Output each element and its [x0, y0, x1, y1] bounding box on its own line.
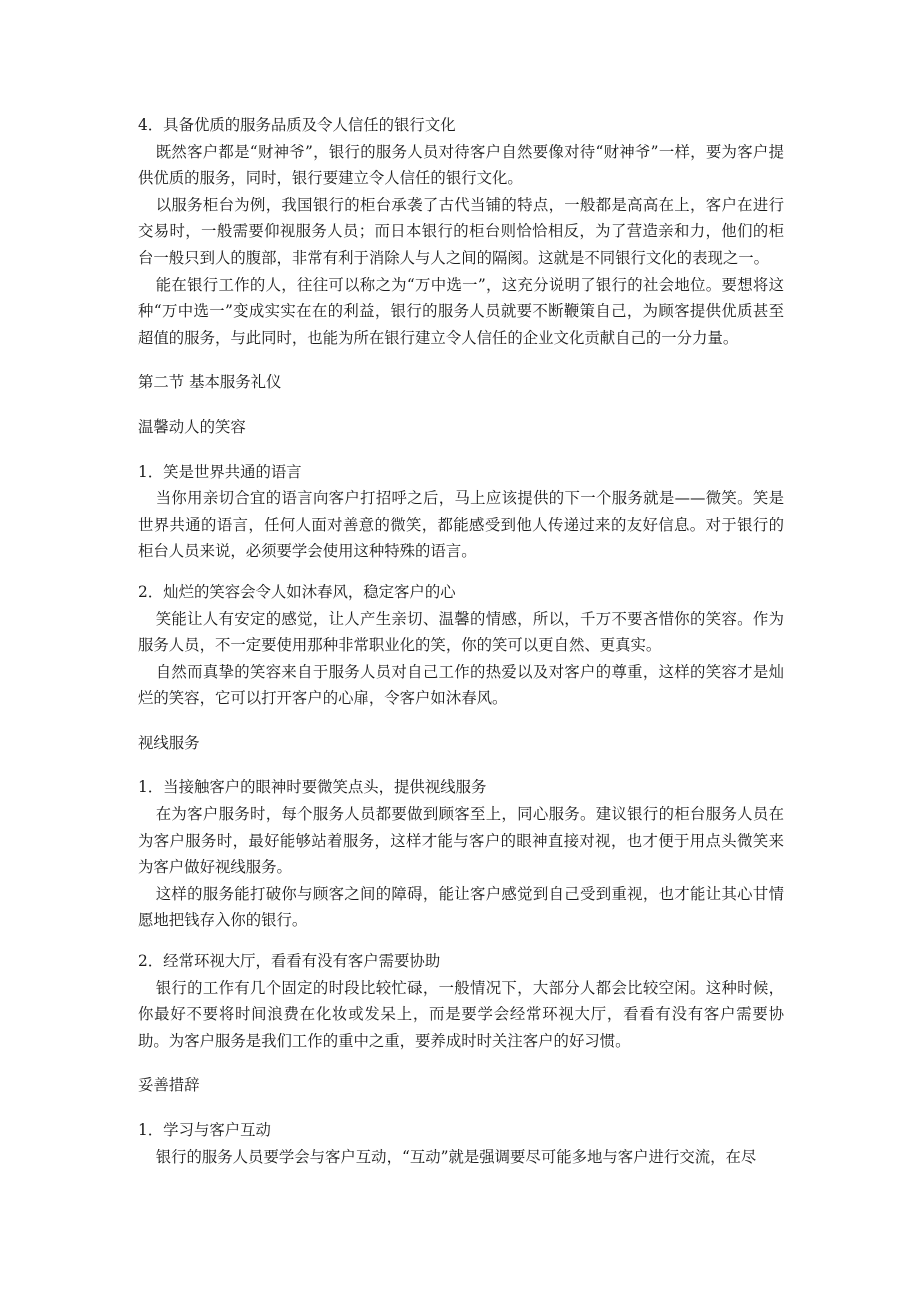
spacer [138, 1054, 784, 1072]
spacer [138, 934, 784, 948]
paragraph: 以服务柜台为例，我国银行的柜台承袭了古代当铺的特点，一般都是高高在上，客户在进行交易时，一般需要仰视服务人员；而日本银行的柜台则恰恰相反，为了营造亲和力，他们的柜台一般只到人的腹部，非常有利于消除人与人之间的隔阂。这就是不同银行文化的表现之一。 [138, 195, 784, 267]
paragraph: 在为客户服务时，每个服务人员都要做到顾客至上，同心服务。建议银行的柜台服务人员在为客户服务时，最好能够站着服务，这样才能与客户的眼神直接对视，也才便于用点头微笑来为客户做好视线服务。 [138, 805, 784, 877]
paragraph: 这样的服务能打破你与顾客之间的障碍，能让客户感觉到自己受到重视，也才能让其心甘情愿地把钱存入你的银行。 [138, 884, 784, 930]
paragraph: 既然客户都是“财神爷”，银行的服务人员对待客户自然要像对待“财神爷”一样，要为客户提供优质的服务，同时，银行要建立令人信任的银行文化。 [138, 142, 784, 188]
item-title: 1．学习与客户互动 [138, 1121, 271, 1139]
section-title-bank-culture: 4．具备优质的服务品质及令人信任的银行文化 [138, 116, 456, 134]
document-page [138, 112, 784, 1170]
subsection-heading-smile: 温馨动人的笑容 [138, 417, 246, 436]
spacer [138, 712, 784, 730]
spacer [138, 351, 784, 369]
spacer [138, 396, 784, 414]
subsection-heading-gaze: 视线服务 [138, 733, 200, 752]
spacer [138, 565, 784, 579]
spacer [138, 756, 784, 774]
paragraph: 能在银行工作的人，往往可以称之为“万中选一”，这充分说明了银行的社会地位。要想将这种“万中选一”变成实实在在的利益，银行的服务人员就要不断鞭策自己，为顾客提供优质甚至超值的服务，与此同时，也能为所在银行建立令人信任的企业文化贡献自己的一分力量。 [138, 275, 784, 347]
paragraph: 当你用亲切合宜的语言向客户打招呼之后，马上应该提供的下一个服务就是——微笑。笑是世界共通的语言，任何人面对善意的微笑，都能感受到他人传递过来的友好信息。对于银行的柜台人员来说，必须要学会使用这种特殊的语言。 [138, 489, 784, 561]
spacer [138, 1099, 784, 1117]
item-title: 1．笑是世界共通的语言 [138, 462, 302, 481]
paragraph: 笑能让人有安定的感觉，让人产生亲切、温馨的情感，所以，千万不要吝惜你的笑容。作为服务人员，不一定要使用那种非常职业化的笑，你的笑可以更自然、更真实。 [138, 609, 784, 655]
item-title: 2．灿烂的笑容会令人如沐春风，稳定客户的心 [138, 582, 456, 601]
paragraph: 银行的工作有几个固定的时段比较忙碌，一般情况下，大部分人都会比较空闲。这种时候，你最好不要将时间浪费在化妆或发呆上，而是要学会经常环视大厅，看看有没有客户需要协助。为客户服务是我们工作的重中之重，要养成时时关注客户的好习惯。 [138, 978, 784, 1050]
item-title: 2．经常环视大厅，看看有没有客户需要协助 [138, 952, 441, 971]
paragraph: 自然而真挚的笑容来自于服务人员对自己工作的热爱以及对客户的尊重，这样的笑容才是灿烂的笑容，它可以打开客户的心扉，令客户如沐春风。 [138, 662, 784, 708]
chapter-title: 第二节 基本服务礼仪 [138, 373, 282, 392]
spacer [138, 441, 784, 459]
item-title: 1．当接触客户的眼神时要微笑点头，提供视线服务 [138, 778, 487, 797]
subsection-heading-words: 妥善措辞 [138, 1076, 200, 1095]
paragraph: 银行的服务人员要学会与客户互动，“互动”就是强调要尽可能多地与客户进行交流，在尽 [155, 1147, 757, 1166]
